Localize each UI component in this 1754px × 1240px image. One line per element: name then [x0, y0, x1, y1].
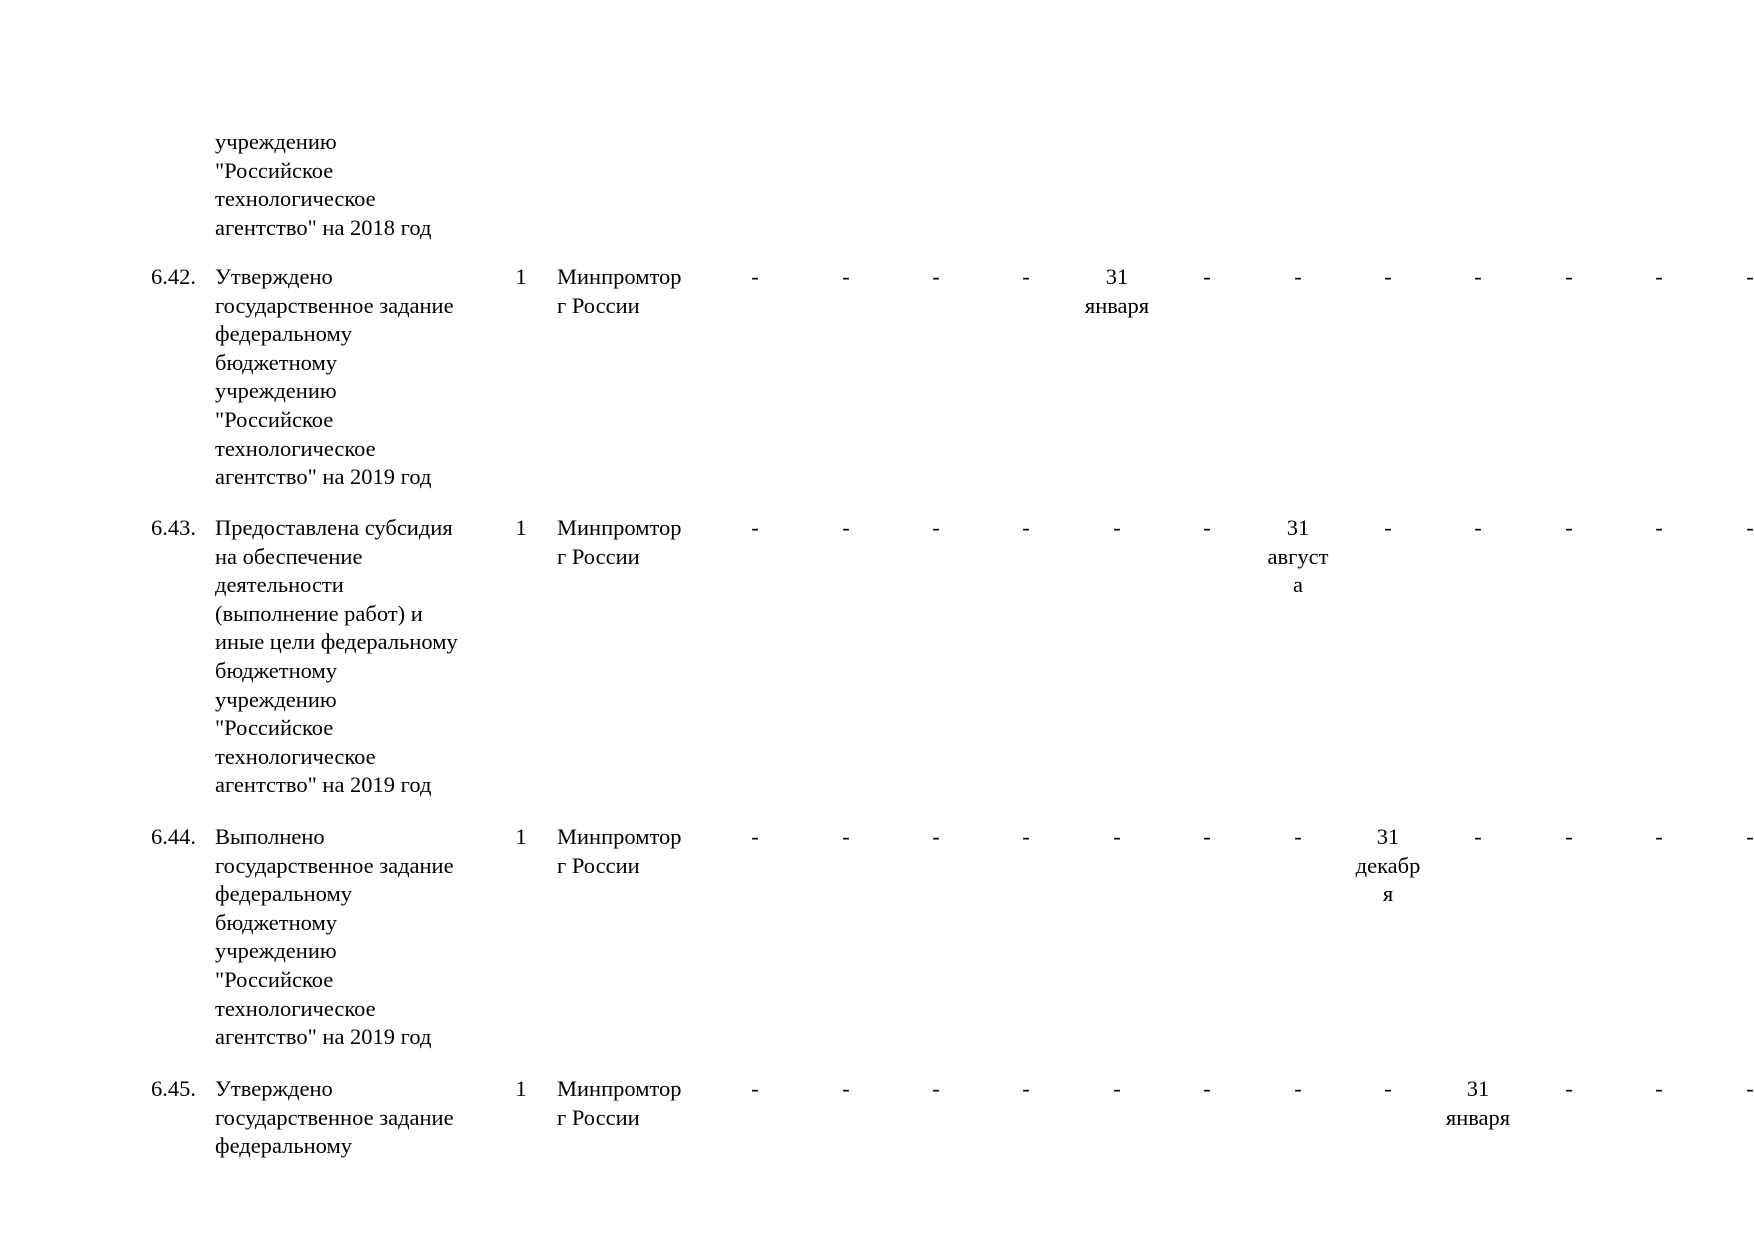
schedule-cell: -	[1384, 515, 1392, 540]
item-description: Утверждено государственное задание федеральному бюджетному учреждению "Российское технологическое агентство" на 2019 год	[215, 264, 454, 490]
schedule-cell: -	[1474, 264, 1482, 289]
schedule-cell: 31 января	[1084, 264, 1150, 318]
schedule-cell: -	[751, 824, 759, 849]
schedule-cell: -	[1022, 264, 1030, 289]
item-number: 6.45.	[151, 1076, 196, 1101]
item-description: Предоставлена субсидия на обеспечение деятельности (выполнение работ) и иные цели федеральному бюджетному учреждению "Российское технологическое агентство" на 2019 год	[215, 515, 458, 798]
schedule-cell: -	[932, 515, 940, 540]
item-quantity: 1	[515, 264, 527, 289]
schedule-cell: -	[1022, 824, 1030, 849]
schedule-cell: -	[932, 264, 940, 289]
schedule-cell: -	[1203, 824, 1211, 849]
schedule-cell: -	[842, 824, 850, 849]
schedule-cell: -	[842, 1076, 850, 1101]
item-responsible: Минпромтор г России	[557, 824, 682, 878]
schedule-cell: -	[1384, 1076, 1392, 1101]
schedule-cell: 31 декабр я	[1355, 824, 1421, 907]
schedule-cell: -	[1474, 824, 1482, 849]
item-quantity: 1	[515, 824, 527, 849]
schedule-cell: -	[1565, 1076, 1573, 1101]
item-responsible: Минпромтор г России	[557, 515, 682, 569]
schedule-cell: -	[1203, 515, 1211, 540]
item-number: 6.44.	[151, 824, 196, 849]
item-description: учреждению "Российское технологическое агентство" на 2018 год	[215, 129, 432, 240]
schedule-cell: -	[932, 824, 940, 849]
item-quantity: 1	[515, 515, 527, 540]
schedule-cell: -	[1113, 1076, 1121, 1101]
schedule-cell: -	[1294, 264, 1302, 289]
schedule-cell: -	[842, 515, 850, 540]
item-responsible: Минпромтор г России	[557, 1076, 682, 1130]
item-number: 6.42.	[151, 264, 196, 289]
schedule-cell: -	[1565, 264, 1573, 289]
schedule-cell: -	[751, 1076, 759, 1101]
schedule-cell: -	[1746, 515, 1754, 540]
schedule-cell: -	[1294, 1076, 1302, 1101]
item-responsible: Минпромтор г России	[557, 264, 682, 318]
schedule-cell: -	[1203, 264, 1211, 289]
schedule-cell: -	[1655, 515, 1663, 540]
schedule-cell: -	[1655, 824, 1663, 849]
schedule-cell: -	[1022, 1076, 1030, 1101]
item-quantity: 1	[515, 1076, 527, 1101]
schedule-cell: -	[1384, 264, 1392, 289]
schedule-cell: -	[1746, 824, 1754, 849]
schedule-cell: -	[751, 264, 759, 289]
schedule-cell: -	[1294, 824, 1302, 849]
schedule-cell: -	[1746, 1076, 1754, 1101]
schedule-cell: -	[1655, 1076, 1663, 1101]
schedule-cell: -	[932, 1076, 940, 1101]
schedule-cell: -	[1655, 264, 1663, 289]
schedule-cell: 31 август а	[1267, 515, 1329, 598]
schedule-cell: -	[1474, 515, 1482, 540]
schedule-cell: -	[1746, 264, 1754, 289]
schedule-cell: -	[751, 515, 759, 540]
schedule-cell: -	[1565, 824, 1573, 849]
schedule-cell: 31 января	[1445, 1076, 1511, 1130]
item-number: 6.43.	[151, 515, 196, 540]
schedule-cell: -	[1565, 515, 1573, 540]
schedule-cell: -	[1022, 515, 1030, 540]
schedule-cell: -	[842, 264, 850, 289]
item-description: Утверждено государственное задание федеральному	[215, 1076, 454, 1159]
schedule-cell: -	[1113, 824, 1121, 849]
item-description: Выполнено государственное задание федеральному бюджетному учреждению "Российское технологическое агентство" на 2019 год	[215, 824, 454, 1050]
schedule-cell: -	[1203, 1076, 1211, 1101]
schedule-cell: -	[1113, 515, 1121, 540]
